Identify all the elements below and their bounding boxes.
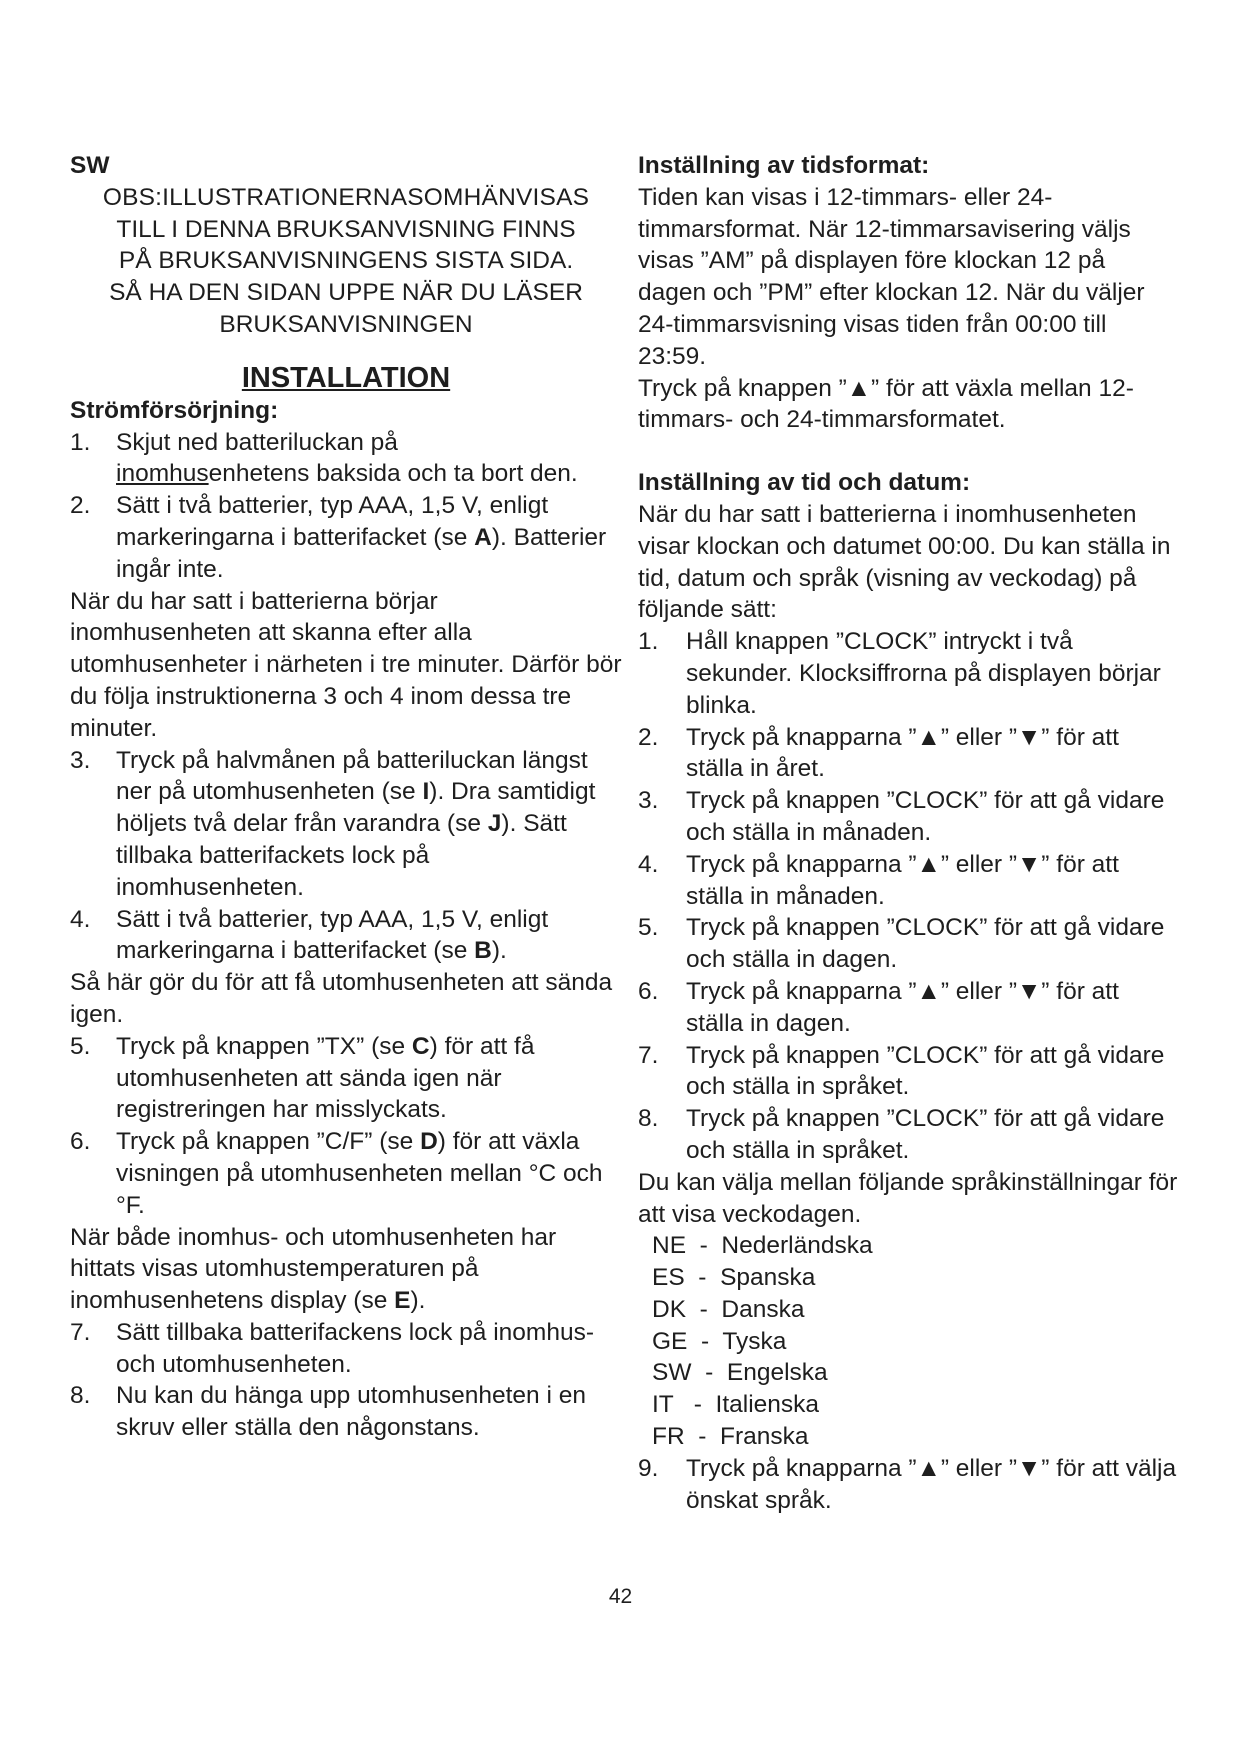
- figure-ref: A: [474, 523, 492, 551]
- language-item: NE - Nederländska: [652, 1232, 873, 1260]
- language-item: GE - Tyska: [652, 1327, 787, 1355]
- step-number: 8.: [70, 1382, 91, 1410]
- list-item: [70, 904, 622, 968]
- step-number: 2.: [70, 492, 91, 520]
- list-item: [70, 745, 622, 904]
- step-underlined-text: inomhus: [116, 460, 209, 488]
- step-text: Nu kan du hänga upp utomhusenheten i en skruv eller ställa den någonstans.: [116, 1382, 586, 1442]
- figure-ref: J: [487, 810, 502, 838]
- step-text: Tryck på knapparna ”▲” eller ”▼” för att ställa in dagen.: [686, 977, 1119, 1037]
- step-text: ). Sätt tillbaka batterifackets lock på inomhusenheten.: [116, 810, 567, 901]
- language-list: [652, 1230, 1178, 1453]
- step-text: Tryck på knappen ”CLOCK” för att gå vidare och ställa in språket.: [686, 1105, 1165, 1164]
- step-number: 8.: [638, 1105, 659, 1133]
- language-item: SW - Engelska: [652, 1359, 828, 1387]
- list-item: [638, 626, 1178, 721]
- paragraph: Så här gör du för att få utomhusenheten att sända igen.: [70, 969, 613, 1028]
- paragraph: [70, 1222, 622, 1317]
- step-text: Tryck på knappen ”CLOCK” för att gå vidare och ställa in månaden.: [686, 787, 1165, 846]
- list-item: [638, 785, 1178, 849]
- step-number: 5.: [638, 914, 659, 942]
- step-text: Håll knappen ”CLOCK” intryckt i två sekunder. Klocksiffrorna på displayen börjar blinka.: [686, 628, 1161, 719]
- list-item: [70, 1126, 622, 1221]
- step-number: 6.: [70, 1128, 91, 1156]
- step-text: Tryck på knapparna ”▲” eller ”▼” för att välja önskat språk.: [686, 1454, 1177, 1514]
- clock-steps: [638, 626, 1178, 1167]
- step-text: ).: [491, 937, 507, 965]
- paragraph: Du kan välja mellan följande språkinställningar för att visa veckodagen.: [638, 1168, 1178, 1228]
- list-item: [70, 1380, 622, 1444]
- list-item: [638, 912, 1178, 976]
- step-number: 3.: [638, 787, 659, 815]
- step-text: Tryck på knappen ”C/F” (se: [116, 1128, 421, 1156]
- figure-ref: C: [411, 1032, 430, 1060]
- time-format-heading: Inställning av tidsformat:: [638, 152, 930, 179]
- step-text: Sätt tillbaka batterifackens lock på inomhus- och utomhusenheten.: [116, 1318, 594, 1378]
- paragraph: Tryck på knappen ”▲” för att växla mellan 12-timmars- och 24-timmarsformatet.: [638, 374, 1134, 434]
- installation-steps-d: [70, 1317, 622, 1444]
- step-number: 7.: [70, 1318, 91, 1346]
- figure-ref: D: [420, 1128, 438, 1156]
- notice-line: TILL I DENNA BRUKSANVISNING FINNS: [116, 215, 576, 243]
- step-number: 5.: [70, 1032, 91, 1060]
- figure-ref: I: [422, 778, 430, 806]
- step-number: 4.: [70, 905, 91, 933]
- list-item: [70, 427, 622, 491]
- step-text: Skjut ned batteriluckan på: [116, 428, 398, 456]
- language-item: ES - Spanska: [652, 1264, 816, 1292]
- step-text: enhetens baksida och ta bort den.: [208, 460, 578, 488]
- step-text: ). Dra samtidigt höljets två delar från varandra (se: [116, 778, 596, 838]
- step-number: 1.: [638, 628, 659, 656]
- list-item: [638, 849, 1178, 913]
- list-item: [638, 1453, 1178, 1517]
- language-tag: SW: [70, 152, 110, 179]
- step-number: 9.: [638, 1454, 659, 1482]
- left-column: [70, 150, 622, 1444]
- installation-steps-b: [70, 745, 622, 968]
- step-text: ) för att få utomhusenheten att sända igen när registreringen har misslyckats.: [116, 1032, 535, 1124]
- time-date-heading: Inställning av tid och datum:: [638, 469, 971, 497]
- language-step: [638, 1453, 1178, 1517]
- step-text: Tryck på knapparna ”▲” eller ”▼” för att ställa in året.: [686, 723, 1119, 783]
- list-item: [638, 976, 1178, 1040]
- step-number: 3.: [70, 746, 91, 774]
- paragraph: När du har satt i batterierna i inomhusenheten visar klockan och datumet 00:00. Du kan ställa in tid, datum och språk (visning av veckodag) på följande sätt:: [638, 500, 1171, 624]
- notice-line: OBS:ILLUSTRATIONERNASOMHÄNVISAS: [102, 183, 590, 211]
- language-item: FR - Franska: [652, 1423, 809, 1451]
- power-supply-heading: Strömförsörjning:: [70, 396, 279, 424]
- installation-title: INSTALLATION: [241, 361, 451, 394]
- step-number: 2.: [638, 723, 659, 751]
- list-item: [70, 1317, 622, 1381]
- spacer: [638, 436, 1178, 467]
- language-item: IT - Italienska: [652, 1391, 820, 1419]
- list-item: [638, 1103, 1178, 1167]
- step-text: ). Batterier ingår inte.: [116, 523, 607, 583]
- right-column: [638, 150, 1178, 1516]
- page-number: 42: [608, 1585, 633, 1608]
- paragraph: När du har satt i batterierna börjar inomhusenheten att skanna efter alla utomhusenheter i närheten i tre minuter. Därför bör du följa instruktionerna 3 och 4 inom dessa tre minuter.: [70, 587, 622, 742]
- figure-ref: E: [394, 1287, 411, 1315]
- step-number: 7.: [638, 1041, 659, 1069]
- step-text: Tryck på halvmånen på batteriluckan längst ner på utomhusenheten (se: [116, 746, 588, 806]
- list-item: [638, 1040, 1178, 1104]
- step-number: 6.: [638, 977, 659, 1005]
- notice-line: BRUKSANVISNINGEN: [219, 310, 473, 338]
- paragraph-text: ).: [410, 1287, 426, 1315]
- step-text: ) för att växla visningen på utomhusenheten mellan °C och °F.: [116, 1128, 603, 1219]
- step-number: 4.: [638, 850, 659, 878]
- list-item: [638, 722, 1178, 786]
- step-text: Tryck på knappen ”TX” (se: [116, 1032, 412, 1060]
- step-text: Tryck på knapparna ”▲” eller ”▼” för att ställa in månaden.: [686, 850, 1119, 910]
- step-text: Tryck på knappen ”CLOCK” för att gå vidare och ställa in språket.: [686, 1041, 1165, 1101]
- step-number: 1.: [70, 428, 91, 456]
- paragraph-text: När både inomhus- och utomhusenheten har hittats visas utomhustemperaturen på inomhusenhetens display (se: [70, 1223, 557, 1315]
- notice-line: PÅ BRUKSANVISNINGENS SISTA SIDA.: [118, 247, 574, 275]
- list-item: [70, 1031, 622, 1126]
- language-item: DK - Danska: [652, 1295, 805, 1323]
- installation-steps-a: [70, 427, 622, 586]
- list-item: [70, 490, 622, 585]
- step-text: Sätt i två batterier, typ AAA, 1,5 V, enligt markeringarna i batterifacket (se: [116, 492, 549, 551]
- installation-steps-c: [70, 1031, 622, 1222]
- figure-ref: B: [474, 937, 492, 965]
- step-text: Sätt i två batterier, typ AAA, 1,5 V, enligt markeringarna i batterifacket (se: [116, 905, 549, 965]
- notice-line: SÅ HA DEN SIDAN UPPE NÄR DU LÄSER: [109, 279, 583, 307]
- paragraph: Tiden kan visas i 12-timmars- eller 24-timmarsformat. När 12-timmarsavisering väljs visas ”AM” på displayen före klockan 12 på dagen och ”PM” efter klockan 12. När du väljer 24-timmarsvisning visas tiden från 00:00 till 23:59.: [638, 183, 1145, 370]
- step-text: Tryck på knappen ”CLOCK” för att gå vidare och ställa in dagen.: [686, 914, 1165, 974]
- illustration-notice: [70, 182, 622, 341]
